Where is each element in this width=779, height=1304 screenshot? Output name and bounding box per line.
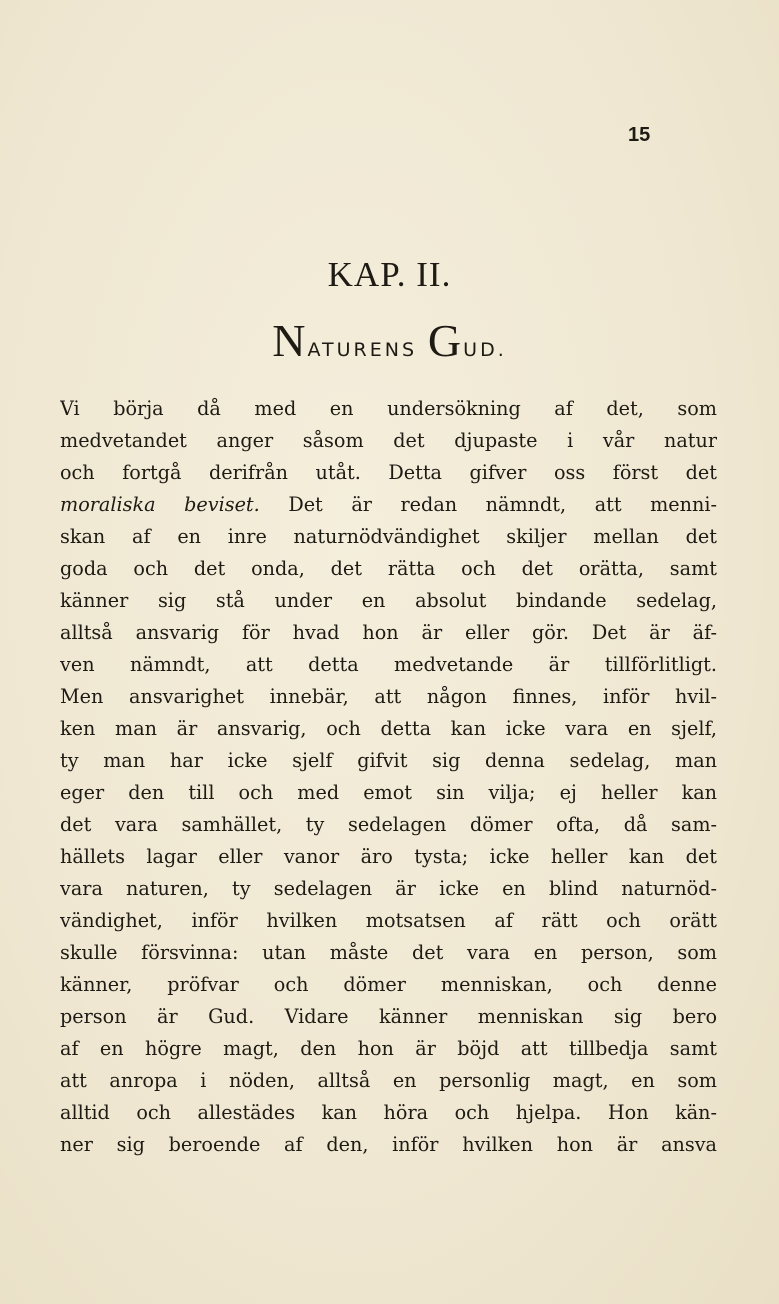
text-line <box>60 969 717 1001</box>
text-line <box>60 1129 717 1161</box>
text-line <box>60 1001 717 1033</box>
chapter-heading: KAP. II. <box>327 255 452 294</box>
text-line <box>60 489 717 521</box>
text-run: Det är redan nämndt, att menni- <box>259 493 717 516</box>
text-run: alltid och allestädes kan höra och hjelpa. Hon kän- <box>60 1101 717 1124</box>
text-run: ty man har icke sjelf gifvit sig denna sedelag, man <box>60 749 717 772</box>
text-run: af en högre magt, den hon är böjd att tillbedja samt <box>60 1037 717 1060</box>
text-run: känner, pröfvar och dömer menniskan, och denne <box>60 973 717 996</box>
text-line <box>60 553 717 585</box>
text-line <box>60 745 717 777</box>
text-line <box>60 1033 717 1065</box>
text-run: hällets lagar eller vanor äro tysta; icke heller kan det <box>60 845 717 868</box>
text-line <box>60 809 717 841</box>
text-line <box>60 681 717 713</box>
text-line <box>60 457 717 489</box>
text-run: person är Gud. Vidare känner menniskan sig bero <box>60 1005 717 1028</box>
text-line <box>60 521 717 553</box>
text-line <box>60 617 717 649</box>
text-line <box>60 393 717 425</box>
title-initial-n: N <box>272 315 308 366</box>
text-run: alltså ansvarig för hvad hon är eller gör. Det är äf- <box>60 621 717 644</box>
text-run: Vi börja då med en undersökning af det, som <box>60 397 717 420</box>
text-run: Men ansvarighet innebär, att någon finnes, inför hvil- <box>60 685 717 708</box>
text-line <box>60 1065 717 1097</box>
text-run: medvetandet anger såsom det djupaste i vår natur <box>60 429 717 452</box>
text-run: vara naturen, ty sedelagen är icke en blind naturnöd- <box>60 877 717 900</box>
text-line <box>60 649 717 681</box>
text-run: ken man är ansvarig, och detta kan icke vara en sjelf, <box>60 717 717 740</box>
text-line <box>60 873 717 905</box>
text-run: vändighet, inför hvilken motsatsen af rätt och orätt <box>60 909 717 932</box>
page-number: 15 <box>628 124 651 146</box>
text-run: eger den till och med emot sin vilja; ej heller kan <box>60 781 717 804</box>
text-run: det vara samhället, ty sedelagen dömer ofta, då sam- <box>60 813 717 836</box>
text-line <box>60 777 717 809</box>
text-run: skulle försvinna: utan måste det vara en person, som <box>60 941 717 964</box>
text-line <box>60 841 717 873</box>
text-run: skan af en inre naturnödvändighet skiljer mellan det <box>60 525 717 548</box>
text-line <box>60 1097 717 1129</box>
text-run: känner sig stå under en absolut bindande sedelag, <box>60 589 717 612</box>
text-line <box>60 585 717 617</box>
text-run: goda och det onda, det rätta och det orätta, samt <box>60 557 717 580</box>
text-line <box>60 937 717 969</box>
chapter-title <box>0 315 779 366</box>
title-word-1: ATURENS <box>307 339 418 361</box>
text-line <box>60 905 717 937</box>
title-word-2: UD. <box>463 339 507 361</box>
text-line <box>60 425 717 457</box>
text-run: ner sig beroende af den, inför hvilken hon är ansva <box>60 1133 717 1156</box>
text-run: och fortgå derifrån utåt. Detta gifver oss först det <box>60 461 717 484</box>
title-initial-g: G <box>427 315 464 366</box>
text-line <box>60 713 717 745</box>
text-run: ven nämndt, att detta medvetande är tillförlitligt. <box>60 653 717 676</box>
italic-text: moraliska beviset. <box>60 493 260 516</box>
body-text <box>60 393 717 1161</box>
text-run: att anropa i nöden, alltså en personlig magt, en som <box>60 1069 717 1092</box>
